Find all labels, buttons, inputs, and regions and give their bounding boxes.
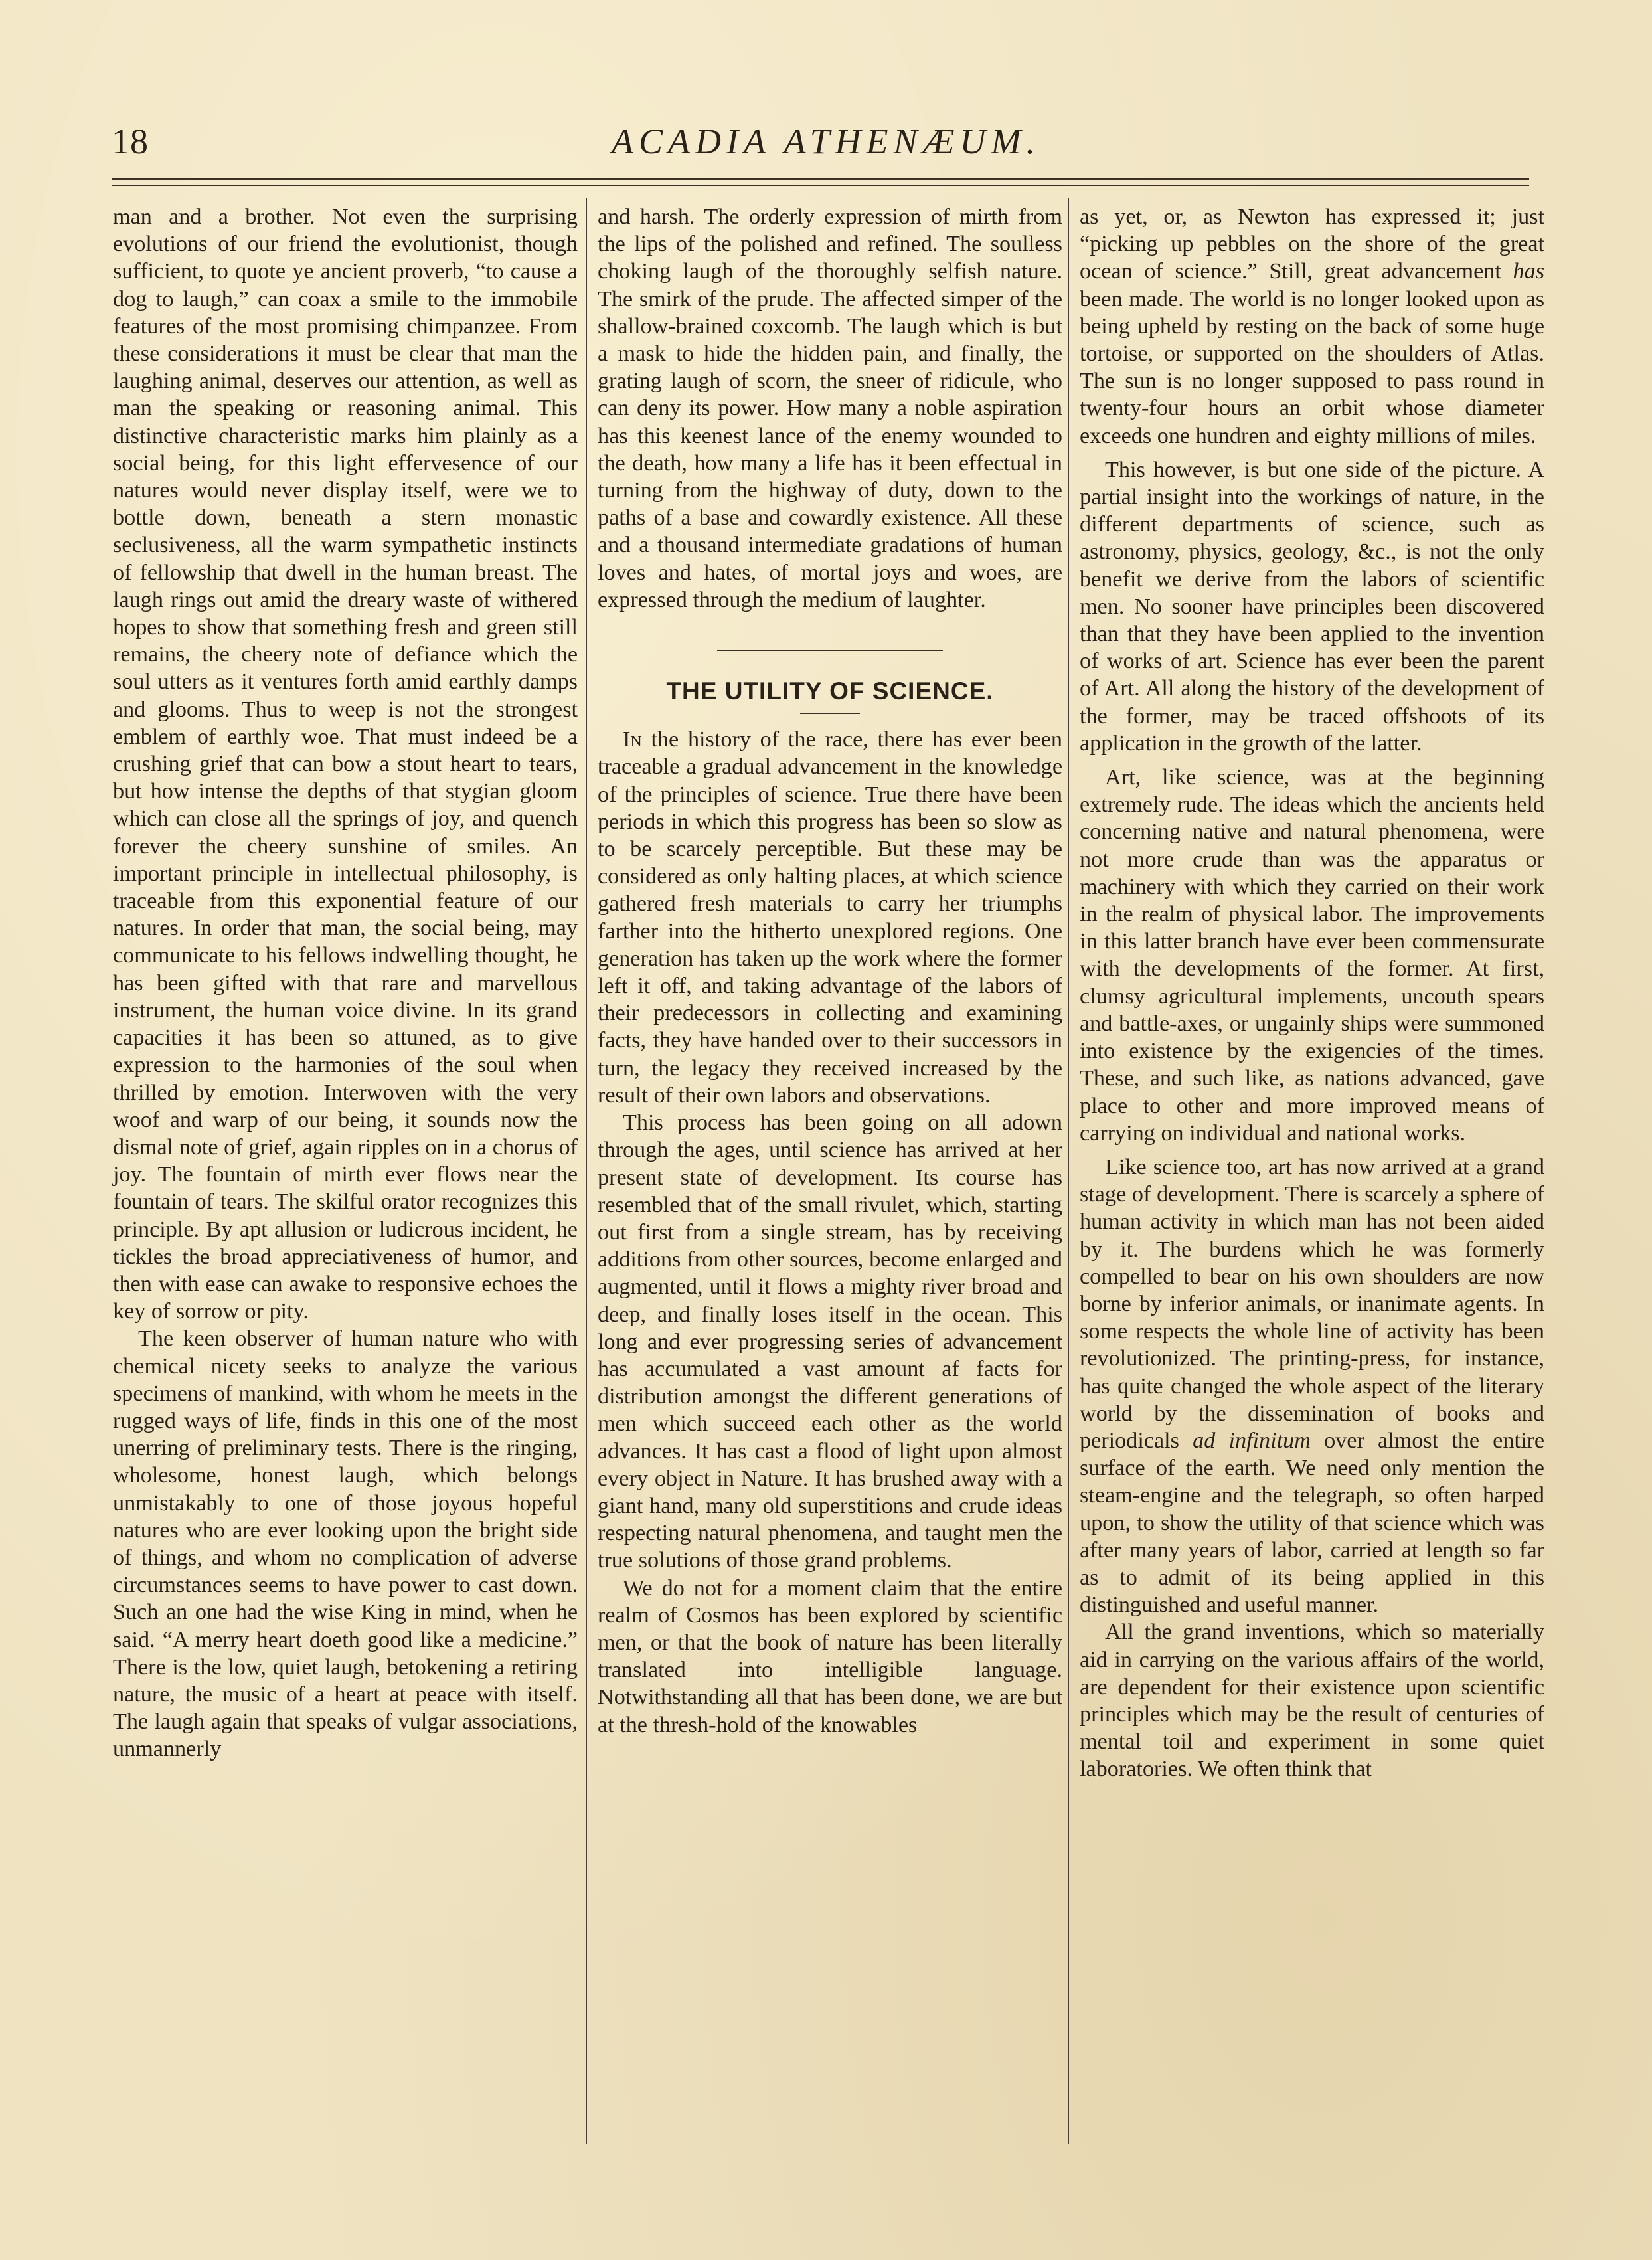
heading-underline	[800, 713, 860, 714]
column-3	[1080, 203, 1544, 1783]
drop-lead-word: In	[623, 727, 642, 752]
col3-emphasis-has: has	[1513, 259, 1544, 284]
col3-paragraph-4-a: Like science too, art has now arrived at a grand stage of development. There is scarcely a sphere of human activity in which man has not been aided by it. The burdens which he was formerly compelled to bear on his own shoulders are now borne by inferior animals, or inanimate agents. In some respects the whole line of activity has been revolutionized. The printing-press, for instance, has quite changed the whole aspect of the literary world by the dissemination of books and periodicals	[1080, 1154, 1544, 1453]
header-rule-top	[112, 178, 1529, 180]
header-rule-bottom	[112, 185, 1529, 186]
col1-paragraph-2: The keen observer of human nature who with chemical nicety seeks to analyze the various specimens of mankind, with whom he meets in the rugged ways of life, finds in this one of the most unerring of preliminary tests. There is the ringing, wholesome, honest laugh, which belongs unmistakably to one of those joyous hopeful natures who are ever looking upon the bright side of things, and whom no complication of adverse circumstances seems to have power to cast down. Such an one had the wise King in mind, when he said. “A merry heart doeth good like a medicine.” There is the low, quiet laugh, betokening a retiring nature, the music of a heart at peace with itself. The laugh again that speaks of vulgar associations, unmannerly	[113, 1326, 578, 1762]
page-number: 18	[112, 122, 149, 161]
running-title: ACADIA ATHENÆUM.	[611, 122, 1040, 161]
col3-paragraph-4	[1080, 1154, 1544, 1618]
col3-paragraph-4-b: over almost the entire surface of the earth. We need only mention the steam-engine and the telegraph, so often harped upon, to show the utility of that science which was after many years of labor, carried at length so far as to admit of its being applied in this distinguished and useful manner.	[1080, 1428, 1544, 1618]
col3-paragraph-3: Art, like science, was at the beginning extremely rude. The ideas which the ancients held concerning native and natural phenomena, were not more crude than was the apparatus or machinery with which they carried on their work in the realm of physical labor. The improvements in this latter branch have ever been commensurate with the developments of the former. At first, clumsy agricultural implements, uncouth spears and battle-axes, or ungainly ships were summoned into existence by the exigencies of the times. These, and such like, as nations advanced, gave place to other and more improved means of carrying on individual and national works.	[1080, 765, 1544, 1146]
column-1	[113, 203, 578, 1763]
column-divider-left	[586, 198, 587, 2144]
col3-paragraph-5: All the grand inventions, which so materially aid in carrying on the various affairs of the world, are dependent for their existence upon scientific principles which may be the result of centuries of mental toil and experiment in some quiet laboratories. We often think that	[1080, 1620, 1544, 1782]
col2-paragraph-2	[598, 726, 1062, 1109]
col2-paragraph-3: This process has been going on all adown through the ages, until science has arrived at her present state of development. Its course has resembled that of the small rivulet, which, starting out first from a single stream, has by receiving additions from other sources, become enlarged and augmented, until it flows a mighty river broad and deep, and finally loses itself in the ocean. This long and ever progressing series of advancement has accumulated a vast amount af facts for distribution amongst the different generations of men which succeed each other as the world advances. It has cast a flood of light upon almost every object in Nature. It has brushed away with a giant hand, many old superstitions and crude ideas respecting natural phenomena, and taught men the true solutions of those grand problems.	[598, 1110, 1062, 1573]
col3-paragraph-2: This however, is but one side of the picture. A partial insight into the workings of nature, in the different departments of science, such as astronomy, physics, geology, &c., is not the only benefit we derive from the labors of scientific men. No sooner have principles been discovered than that they have been applied to the invention of works of art. Science has ever been the parent of Art. All along the history of the development of the former, may be traced offshoots of its application in the growth of the latter.	[1080, 457, 1544, 756]
col3-paragraph-1-b: been made. The world is no longer looked upon as being upheld by resting on the back of some huge tortoise, or supported on the shoulders of Atlas. The sun is no longer supposed to pass round in twenty-four hours an orbit whose diameter exceeds one hundren and eighty millions of miles.	[1080, 286, 1544, 448]
col3-paragraph-1	[1080, 203, 1544, 450]
col2-paragraph-4: We do not for a moment claim that the entire realm of Cosmos has been explored by scientific men, or that the book of nature has been literally translated into intelligible language. Notwithstanding all that has been done, we are but at the thresh-hold of the knowables	[598, 1575, 1062, 1737]
col3-emphasis-ad-infinitum: ad infinitum	[1193, 1428, 1311, 1453]
column-2	[598, 203, 1062, 1739]
section-heading: THE UTILITY OF SCIENCE.	[666, 677, 994, 705]
col2-paragraph-1: and harsh. The orderly expression of mirth from the lips of the polished and refined. The soulless choking laugh of the thoroughly selfish nature. The smirk of the prude. The affected simper of the shallow-brained coxcomb. The laugh which is but a mask to hide the hidden pain, and finally, the grating laugh of scorn, the sneer of ridicule, who can deny its power. How many a noble aspiration has this keenest lance of the enemy wounded to the death, how many a life has it been effectual in turning from the highway of duty, down to the paths of a base and cowardly existence. All these and a thousand intermediate gradations of human loves and hates, of mortal joys and woes, are expressed through the medium of laughter.	[598, 205, 1062, 612]
col1-paragraph-1: man and a brother. Not even the surprising evolutions of our friend the evolutionist, though sufficient, to quote ye ancient proverb, “to cause a dog to laugh,” can coax a smile to the immobile features of the most promising chimpanzee. From these considerations it must be clear that man the laughing animal, deserves our attention, as well as man the speaking or reasoning animal. This distinctive characteristic marks him plainly as a social being, for this light effervesence of our natures would never display itself, were we to bottle down, beneath a stern monastic seclusiveness, all the warm sympathetic instincts of fellowship that dwell in the human breast. The laugh rings out amid the dreary waste of withered hopes to show that something fresh and green still remains, the cheery note of defiance which the soul utters as it ventures forth amid earthly damps and glooms. Thus to weep is not the strongest emblem of earthly woe. That must indeed be a crushing grief that can bow a stout heart to tears, but how intense the depths of that stygian gloom which can close all the springs of joy, and quench forever the cheery sunshine of smiles. An important principle in intellectual philosophy, is traceable from this exponential feature of our natures. In order that man, the social being, may communicate to his fellows indwelling thought, he has been gifted with that rare and marvellous instrument, the human voice divine. In its grand capacities it has been so attuned, as to give expression to the harmonies of the soul when thrilled by emotion. Interwoven with the very woof and warp of our being, it sounds now the dismal note of grief, again ripples on in a chorus of joy. The fountain of mirth ever flows near the fountain of tears. The skilful orator recognizes this principle. By apt allusion or ludicrous incident, he tickles the broad appreciativeness of humor, and then with ease can awake to responsive echoes the key of sorrow or pity.	[113, 205, 578, 1324]
section-separator	[717, 650, 943, 651]
col2-paragraph-2-text: the history of the race, there has ever been traceable a gradual advancement in the knowledge of the principles of science. True there have been periods in which this progress has been so slow as to be scarcely perceptible. But these may be considered as only halting places, at which science gathered fresh materials to carry her triumphs farther into the hitherto unexplored regions. One generation has taken up the work where the former left it off, and taking advantage of the labors of their predecessors in collecting and examining facts, they have handed over to their successors in turn, the legacy they received increased by the result of their own labors and observations.	[598, 727, 1062, 1108]
col3-paragraph-1-a: as yet, or, as Newton has expressed it; just “picking up pebbles on the shore of the great ocean of science.” Still, great advancement	[1080, 205, 1544, 284]
column-divider-right	[1068, 198, 1069, 2144]
